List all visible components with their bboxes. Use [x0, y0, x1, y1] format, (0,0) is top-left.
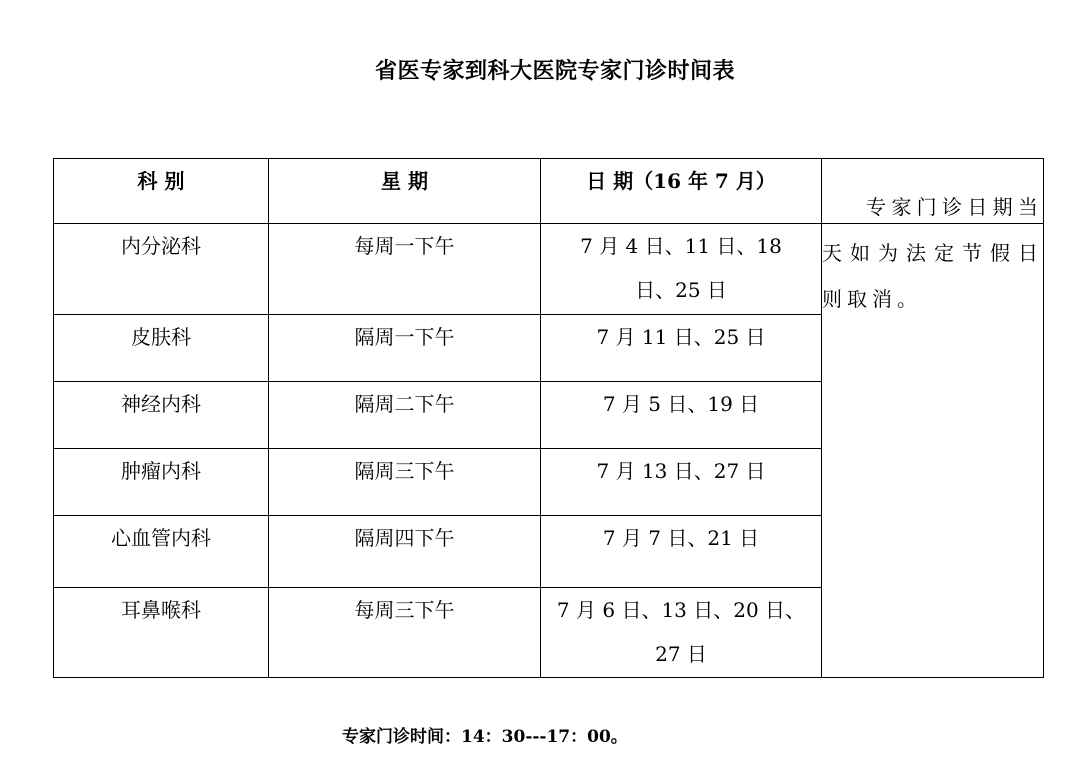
dates-cell: 7 月 11 日、25 日	[541, 315, 822, 382]
dates-cell: 7 月 13 日、27 日	[541, 449, 822, 516]
weekday-cell: 隔周四下午	[269, 516, 541, 588]
dept-cell: 耳鼻喉科	[54, 588, 269, 678]
table-row	[54, 224, 1044, 315]
weekday-cell: 每周三下午	[269, 588, 541, 678]
weekday-cell: 隔周三下午	[269, 449, 541, 516]
note-cell	[822, 195, 1044, 678]
document-title: 省医专家到科大医院专家门诊时间表	[374, 58, 735, 84]
weekday-cell: 隔周二下午	[269, 382, 541, 449]
dates-cell: 7 月 5 日、19 日	[541, 382, 822, 449]
dept-cell: 心血管内科	[54, 516, 269, 588]
holiday-note: 专家门诊日期当天如为法定节假日则取消。	[822, 195, 1043, 311]
weekday-cell: 隔周一下午	[269, 315, 541, 382]
dept-cell: 神经内科	[54, 382, 269, 449]
header-dates: 日 期（16 年 7 月）	[541, 159, 822, 224]
header-weekday: 星 期	[269, 159, 541, 224]
header-department: 科 别	[54, 159, 269, 224]
schedule-table	[53, 158, 1044, 678]
weekday-cell: 每周一下午	[269, 224, 541, 315]
dept-cell: 内分泌科	[54, 224, 269, 315]
dates-cell: 7 月 6 日、13 日、20 日、27 日	[541, 588, 822, 678]
dept-cell: 肿瘤内科	[54, 449, 269, 516]
dates-cell: 7 月 7 日、21 日	[541, 516, 822, 588]
clinic-hours-footer: 专家门诊时间：14：30---17：00。	[342, 727, 628, 747]
dept-cell: 皮肤科	[54, 315, 269, 382]
dates-cell: 7 月 4 日、11 日、18 日、25 日	[541, 224, 822, 315]
